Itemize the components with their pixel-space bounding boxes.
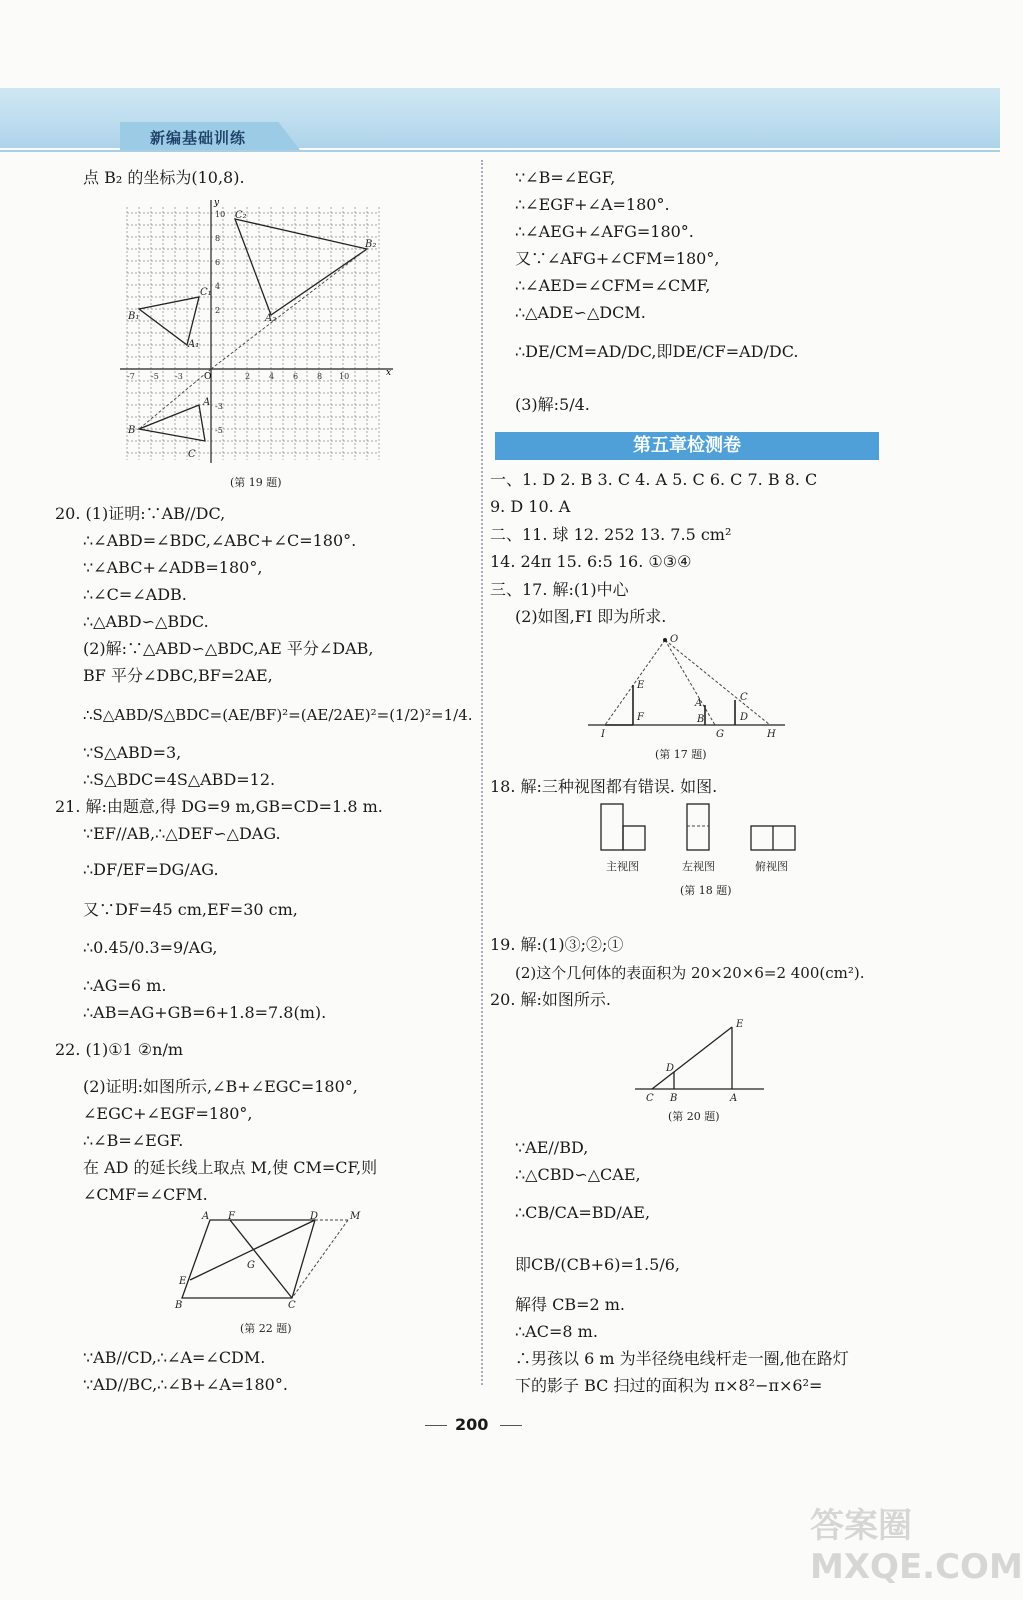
svg-text:10: 10 [339,372,350,381]
svg-text:E: E [179,1276,187,1287]
text-line: 22. (1)①1 ②n/m [55,1040,184,1059]
svg-text:A₁: A₁ [188,339,200,350]
svg-text:8: 8 [317,372,323,381]
svg-text:E: E [736,1019,744,1030]
text-line: (2)证明:如图所示,∠B+∠EGC=180°, [83,1077,358,1096]
text-line: ∴AG=6 m. [83,976,167,995]
text-line: 即CB/(CB+6)=1.5/6, [515,1255,680,1274]
svg-text:6: 6 [293,372,299,381]
text-line: 解得 CB=2 m. [515,1295,626,1314]
text-line: 下的影子 BC 扫过的面积为 π×8²−π×6²= [515,1376,823,1395]
svg-text:F: F [228,1211,235,1222]
q19-coordinate-grid-figure [115,195,400,470]
text-line: ∠EGC+∠EGF=180°, [83,1104,253,1123]
svg-text:6: 6 [215,258,221,267]
text-line: ∠CMF=∠CFM. [83,1185,208,1204]
text-line: 21. 解:由题意,得 DG=9 m,GB=CD=1.8 m. [55,797,383,816]
text-line: ∴AC=8 m. [515,1322,598,1341]
text-line: 点 B₂ 的坐标为(10,8). [83,168,245,187]
svg-text:A: A [203,397,211,408]
text-line: 9. D 10. A [490,497,571,516]
text-line: ∴男孩以 6 m 为半径绕电线杆走一圈,他在路灯 [515,1349,849,1368]
text-line: 一、1. D 2. B 3. C 4. A 5. C 6. C 7. B 8. C [490,470,818,489]
text-line: ∴△CBD∽△CAE, [515,1165,641,1184]
svg-text:M: M [350,1211,361,1222]
text-line: ∵AB//CD,∴∠A=∠CDM. [83,1348,266,1367]
header-title: 新编基础训练 [150,129,247,147]
q17-light-shadow-figure [585,630,790,742]
svg-text:B: B [697,714,705,725]
watermark-logo: 答案圈 MXQE.COM [810,1506,1023,1587]
text-line: ∴∠EGF+∠A=180°. [515,195,670,214]
label-left-view: 左视图 [682,860,715,873]
label-top-view: 俯视图 [755,860,788,873]
text-line: 18. 解:三种视图都有错误. 如图. [490,777,718,796]
svg-text:2: 2 [215,306,221,315]
text-line: ∵∠ABC+∠ADB=180°, [83,558,263,577]
text-line: (2)这个几何体的表面积为 20×20×6=2 400(cm²). [515,964,865,982]
q20-lamp-shadow-figure [632,1015,767,1105]
text-line: 又∵DF=45 cm,EF=30 cm, [83,900,298,919]
svg-text:D: D [666,1063,675,1074]
svg-text:4: 4 [215,282,221,291]
svg-text:8: 8 [215,234,221,243]
svg-text:C: C [646,1093,654,1104]
text-line: 14. 24π 15. 6:5 16. ①③④ [490,552,692,571]
text-line: 19. 解:(1)③;②;① [490,935,624,954]
text-line: 在 AD 的延长线上取点 M,使 CM=CF,则 [83,1158,378,1177]
svg-text:4: 4 [269,372,275,381]
caption-q18: (第 18 题) [680,884,732,897]
svg-text:G: G [716,729,724,740]
page-number-rule-right [500,1425,522,1426]
svg-text:y: y [214,198,220,208]
text-line: ∴AB=AG+GB=6+1.8=7.8(m). [83,1003,327,1022]
text-line: ∵S△ABD=3, [83,743,182,762]
text-line: ∵EF//AB,∴△DEF∽△DAG. [83,824,281,843]
svg-text:A: A [730,1093,738,1104]
svg-text:B₁: B₁ [128,311,140,322]
svg-text:A: A [202,1211,210,1222]
caption-q20: (第 20 题) [668,1110,720,1123]
text-line: BF 平分∠DBC,BF=2AE, [83,666,273,685]
svg-text:-3: -3 [215,402,223,411]
svg-text:E: E [637,680,645,691]
svg-text:D: D [310,1211,319,1222]
text-line: ∴△ADE∽△DCM. [515,303,646,322]
text-line: 三、17. 解:(1)中心 [490,580,629,599]
svg-text:-5: -5 [215,426,223,435]
text-line: (3)解:5/4. [515,395,590,414]
text-line: ∴CB/CA=BD/AE, [515,1203,651,1222]
svg-text:C: C [740,692,748,703]
text-line: ∴DE/CM=AD/DC,即DE/CF=AD/DC. [515,342,799,361]
text-line: ∴S△BDC=4S△ABD=12. [83,770,276,789]
svg-text:C: C [288,1300,296,1311]
svg-text:H: H [767,729,776,740]
text-line: 20. (1)证明:∵AB//DC, [55,504,226,523]
svg-text:C₂: C₂ [235,210,247,221]
caption-q19: (第 19 题) [230,476,282,489]
svg-text:B₂: B₂ [365,239,377,250]
page-number-rule-left [425,1425,447,1426]
text-line: ∴S△ABD/S△BDC=(AE/BF)²=(AE/2AE)²=(1/2)²=1/4. [83,706,473,724]
label-front-view: 主视图 [606,860,639,873]
svg-text:A: A [695,698,703,709]
q22-parallelogram-figure [170,1208,370,1318]
text-line: (2)解:∵△ABD∽△BDC,AE 平分∠DAB, [83,639,374,658]
svg-text:x: x [386,368,392,378]
svg-text:2: 2 [245,372,251,381]
text-line: ∴∠AEG+∠AFG=180°. [515,222,694,241]
svg-text:C₁: C₁ [200,287,212,298]
svg-text:-5: -5 [151,372,159,381]
text-line: ∴∠B=∠EGF. [83,1131,184,1150]
svg-text:D: D [740,712,749,723]
svg-text:B: B [175,1300,183,1311]
svg-text:F: F [637,712,644,723]
svg-text:B: B [128,425,136,436]
header-rule [0,150,1000,152]
text-line: ∴0.45/0.3=9/AG, [83,938,218,957]
svg-text:B: B [670,1093,678,1104]
svg-text:G: G [247,1260,255,1271]
text-line: ∴∠ABD=∠BDC,∠ABC+∠C=180°. [83,531,357,550]
text-line: ∴△ABD∽△BDC. [83,612,209,631]
svg-text:C: C [188,449,196,460]
svg-text:-3: -3 [175,372,183,381]
q18-three-views-figure [595,800,805,855]
text-line: 又∵∠AFG+∠CFM=180°, [515,249,720,268]
text-line: ∴DF/EF=DG/AG. [83,860,219,879]
text-line: ∵AD//BC,∴∠B+∠A=180°. [83,1375,288,1394]
svg-text:10: 10 [215,210,226,219]
text-line: 二、11. 球 12. 252 13. 7.5 cm² [490,525,732,544]
text-line: ∴∠C=∠ADB. [83,585,187,604]
svg-text:A₂: A₂ [265,313,277,324]
text-line: 20. 解:如图所示. [490,990,612,1009]
svg-text:I: I [601,729,605,740]
caption-q17: (第 17 题) [655,748,707,761]
text-line: (2)如图,FI 即为所求. [515,607,667,626]
text-line: ∵∠B=∠EGF, [515,168,616,187]
column-divider [481,160,483,1385]
caption-q22: (第 22 题) [240,1322,292,1335]
page-number: 200 [455,1415,489,1434]
section-title-bar: 第五章检测卷 [495,432,879,460]
svg-text:-7: -7 [127,372,135,381]
text-line: ∵AE//BD, [515,1138,589,1157]
text-line: ∴∠AED=∠CFM=∠CMF, [515,276,711,295]
svg-text:O: O [204,372,212,382]
svg-text:O: O [670,634,679,645]
